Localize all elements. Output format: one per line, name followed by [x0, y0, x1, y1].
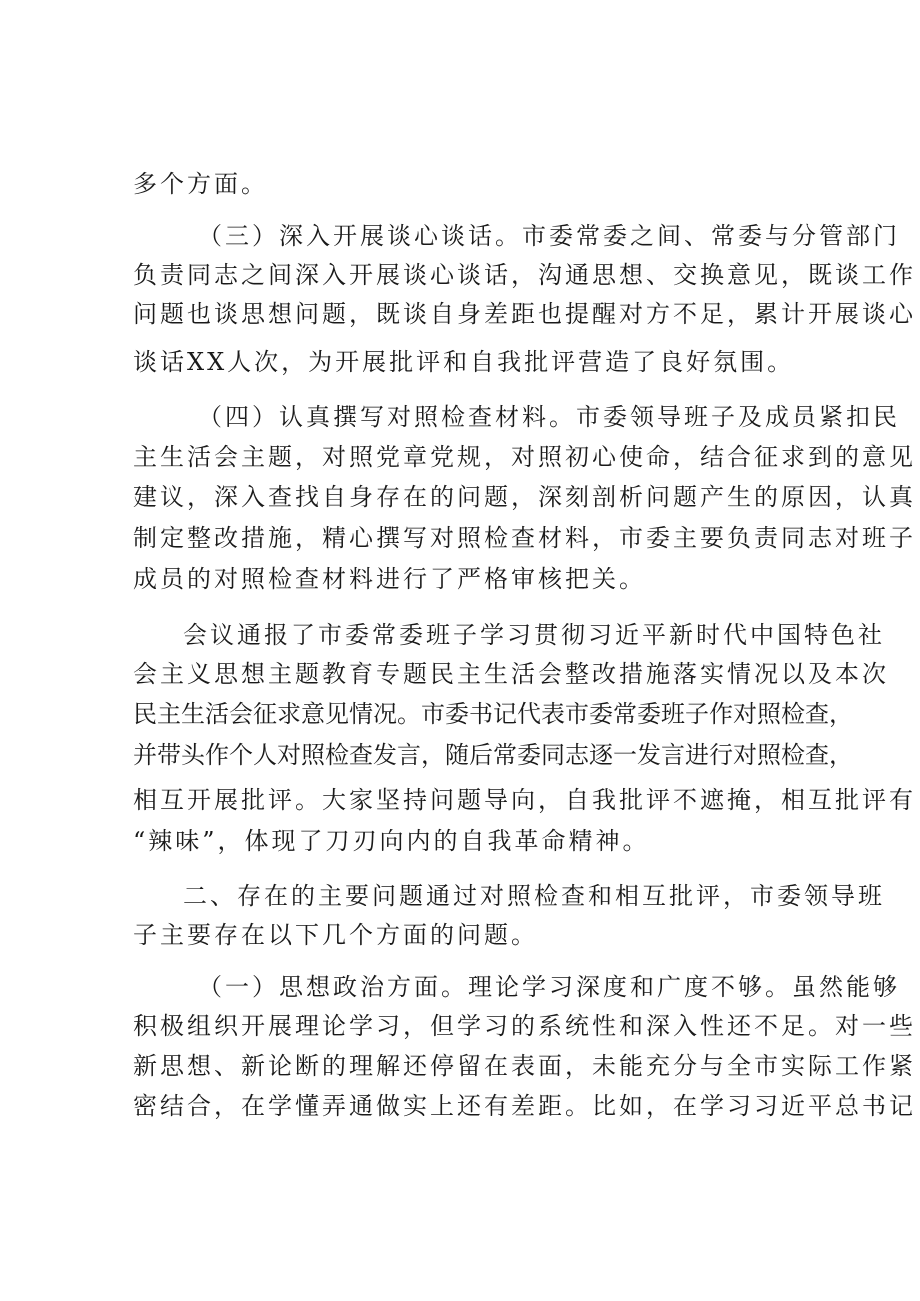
text-line-22: 密结合，在学懂弄通做实上还有差距。比如，在学习习近平总书记	[133, 1092, 916, 1120]
text-line-1: 多个方面。	[133, 170, 268, 198]
text-line-21: 新思想、新论断的理解还停留在表面，未能充分与全市实际工作紧	[133, 1052, 916, 1080]
text-line-19: （一）思想政治方面。理论学习深度和广度不够。虽然能够	[198, 973, 900, 1001]
text-line-13: 民主生活会征求意见情况。市委书记代表市委常委班子作对照检查，	[133, 700, 853, 728]
text-line-15: 相互开展批评。大家坚持问题导向，自我批评不遮掩，相互批评有	[133, 786, 916, 814]
text-line-10: 成员的对照检查材料进行了严格审核把关。	[133, 565, 646, 593]
text-line-11: 会议通报了市委常委班子学习贯彻习近平新时代中国特色社	[183, 621, 885, 649]
text-line-8: 建议，深入查找自身存在的问题，深刻剖析问题产生的原因，认真	[133, 483, 916, 511]
text-line-18: 子主要存在以下几个方面的问题。	[133, 921, 538, 949]
text-line-9: 制定整改措施，精心撰写对照检查材料，市委主要负责同志对班子	[133, 524, 916, 552]
text-line-5: 谈话XX人次，为开展批评和自我批评营造了良好氛围。	[133, 348, 795, 376]
text-line-2: （三）深入开展谈心谈话。市委常委之间、常委与分管部门	[198, 222, 900, 250]
text-line-16: “辣味”，体现了刀刃向内的自我革命精神。	[133, 827, 650, 855]
text-line-20: 积极组织开展理论学习，但学习的系统性和深入性还不足。对一些	[133, 1012, 916, 1040]
text-line-7: 主生活会主题，对照党章党规，对照初心使命，结合征求到的意见	[133, 443, 916, 471]
text-line-4: 问题也谈思想问题，既谈自身差距也提醒对方不足，累计开展谈心	[133, 300, 916, 328]
text-line-3: 负责同志之间深入开展谈心谈话，沟通思想、交换意见，既谈工作	[133, 261, 916, 289]
text-line-17: 二、存在的主要问题通过对照检查和相互批评，市委领导班	[183, 882, 885, 910]
text-line-6: （四）认真撰写对照检查材料。市委领导班子及成员紧扣民	[198, 403, 900, 431]
text-line-14: 并带头作个人对照检查发言，随后常委同志逐一发言进行对照检查，	[133, 741, 853, 769]
text-line-12: 会主义思想主题教育专题民主生活会整改措施落实情况以及本次	[133, 660, 889, 688]
